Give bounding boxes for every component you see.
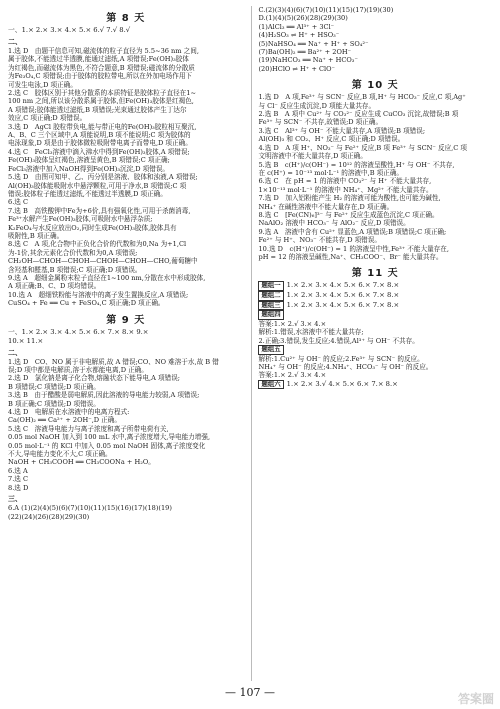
explanation-line: 0.05 mol NaOH 加入到 100 mL 水中,离子浓度增大,导电能力增强,: [8, 433, 211, 442]
explanation-line: 5.选 B c(H⁺)/c(OH⁻) = 10¹² 的溶液呈酸性,H⁺ 与 OH⁻ 不共存,: [258, 160, 455, 169]
day10-explanations: [258, 93, 492, 261]
explanation-line: 3.选 D AgCl 胶粒带负电,能与带正电的Fe(OH)₃胶粒相互聚沉,: [8, 122, 197, 131]
group-tag: 题组二: [258, 291, 283, 301]
explanation-line: Ca(OH)₂ ══ Ca²⁺ + 2OH⁻,D 正确。: [8, 416, 121, 425]
explanation-line: 9.选 A 超细金属粉末粒子直径在1~100 nm,分散在水中形成胶体,: [8, 273, 206, 282]
day8-section1-answers: 一、1.× 2.× 3.× 4.× 5.× 6.√ 7.√ 8.√: [8, 26, 131, 34]
explanation-line: FeCl₃溶液中加入NaOH得到Fe(OH)₃沉淀,D 项错误。: [8, 164, 170, 173]
group-tag: 题组三: [258, 301, 283, 311]
left-column: [8, 6, 243, 681]
explanation-line: Fe²⁺ 与 H⁺、NO₃⁻ 不能共存,D 项错误。: [258, 236, 381, 245]
explanation-line: 7.选 D 加入铝粉能产生 H₂ 的溶液可能为酸性,也可能为碱性,: [258, 194, 441, 203]
explanation-line: 2.正确;3.错误,发生反应;4.错误,Al³⁺ 与 OH⁻ 不共存。: [258, 336, 419, 345]
explanation-line: 不大,导电能力变化不大,C 项正确。: [8, 450, 112, 459]
equation-line: (1)AlCl₃ ══ Al³⁺ + 3Cl⁻: [258, 22, 335, 31]
day9-section1-answers-cont: 10.× 11.×: [8, 336, 44, 345]
group-answers: 1.× 2.× 3.× 4.× 5.× 6.× 7.× 8.×: [286, 300, 400, 309]
group-row: [258, 345, 492, 355]
explanation-line: CH₂OH—CHOH—CHOH—CHOH—CHOH—CHO,葡萄糖中: [8, 257, 198, 266]
explanation-line: 6.选 C: [8, 198, 35, 207]
equation-line: (7)Ba(OH)₂ ══ Ba²⁺ + 2OH⁻: [258, 48, 352, 57]
day11-group-rows: [258, 281, 492, 319]
group-answers: 1.× 2.× 3.× 4.× 5.× 6.× 7.× 8.×: [286, 281, 400, 290]
explanation-line: 8.选 D: [8, 483, 35, 492]
explanation-line: 10.选 D c(H⁺)/c(OH⁻) = 1 的溶液呈中性,Fe³⁺ 不能大量存在,: [258, 244, 449, 253]
explanation-line: 2.选 B A 项中 Cu²⁺ 与 CO₃²⁻ 反应生成 CuCO₃ 沉淀,故错误;B 项: [258, 110, 459, 119]
explanation-line: 2.选 D 氯化钠是离子化合物,熔融状态下能导电,A 项错误;: [8, 374, 181, 383]
explanation-line: 4.选 D 电解质在水溶液中的电离方程式:: [8, 408, 130, 417]
explanation-line: 答案:1.× 2.√ 3.× 4.×: [258, 319, 327, 328]
day9-title: 第 9 天: [106, 314, 146, 326]
explanation-line: 4.选 C FeCl₃溶液中滴入沸水中得到Fe(OH)₃胶体,A 项错误;: [8, 147, 190, 156]
equation-line: (20)HClO ⇌ H⁺ + ClO⁻: [258, 64, 336, 73]
explanation-line: 100 nm 之间,所以该分散系属于胶体,但Fe(OH)₃胶体是红褐色,: [8, 97, 194, 106]
group-row: [258, 301, 492, 311]
group-tag: 题组五: [258, 345, 283, 355]
group-tag: 题组四: [258, 310, 283, 320]
two-column-layout: [8, 6, 492, 681]
explanation-line: 1×10⁻¹³ mol·L⁻¹ 的溶液中 NH₄⁺、Mg²⁺ 不能大量共存。: [258, 185, 433, 194]
day11-explanations: [258, 320, 492, 345]
explanation-line: 解析:1.Cu²⁺ 与 OH⁻ 的反应;2.Fe³⁺ 与 SCN⁻ 的反应。: [258, 354, 424, 363]
explanation-line: 5.选 C 溶液导电能力与离子浓度和离子所带电荷有关,: [8, 424, 169, 433]
day8-title: 第 8 天: [106, 13, 146, 24]
explanation-line: B 项正确;C 项错误;D 项错误。: [8, 399, 100, 408]
page-number: — 107 —: [225, 686, 275, 699]
equation-line: D.(1)(4)(5)(26)(28)(29)(30): [258, 14, 348, 23]
group-tag: 题组六: [258, 380, 283, 390]
explanation-line: 6.选 A: [8, 466, 35, 475]
explanation-line: 4.选 D A 项 H⁺、NO₃⁻ 与 Fe²⁺ 反应,B 项 Fe³⁺ 与 SCN⁻ 反应,C 项: [258, 143, 468, 152]
day9-section3-head: 三、: [8, 495, 22, 504]
explanation-line: 0.05 mol·L⁻¹ 的 KCl 中加入 0.05 mol NaOH 固体,离子浓度变化: [8, 441, 206, 450]
explanation-line: 3.选 C Al³⁺ 与 OH⁻ 不能大量共存,A 项错误;B 项错误;: [258, 126, 426, 135]
day9-section3-answers: [8, 504, 243, 521]
day8-section2-head: 二、: [8, 38, 22, 46]
explanation-line: 8.选 C A 项,化合物中正负化合价的代数和为0,Na 为+1,Cl: [8, 240, 187, 249]
explanation-line: 10.选 A 超细铁粉能与溶液中的离子发生置换反应,A 项错误;: [8, 290, 189, 299]
explanation-line: Al(OH)₃ 和 CO₂、H⁺ 反应,C 项正确;D 项错误。: [258, 135, 405, 144]
explanation-line: 可发生电泳,D 项正确。: [8, 80, 77, 89]
day9-explanations: [8, 358, 243, 493]
explanation-line: pH = 12 的溶液呈碱性,Na⁺、CH₃COO⁻、Br⁻ 能大量共存。: [258, 252, 443, 261]
explanation-line: 吸附性,B 项正确。: [8, 231, 64, 240]
explanation-line: 为-1价,其余元素化合价代数和为0,A 项错误;: [8, 248, 138, 257]
explanation-line: K₂FeO₄与水反应放出O₂,同时生成Fe(OH)₃胶体,胶体具有: [8, 223, 177, 232]
explanation-line: 属于胶体,不能透过半透膜,能通过滤纸,A 项错误;Fe(OH)₃胶体: [8, 55, 189, 64]
group-row: [258, 291, 492, 301]
group-row: [258, 281, 492, 291]
explanation-line: Fe³⁺ 与 SCN⁻ 不共存,故错误;D 项正确。: [258, 118, 383, 127]
explanation-line: 8.选 C [Fe(CN)₆]³⁻ 与 Fe²⁺ 反应生成蓝色沉淀,C 项正确。: [258, 210, 439, 219]
group-tag: 题组一: [258, 281, 283, 291]
explanation-line: 误;D 项中都是电解质,溶于水都能电离,D 正确。: [8, 366, 148, 374]
explanation-line: A 项正确;B、C、D 项均错误。: [8, 282, 101, 291]
explanation-line: Fe³⁺水解产生Fe(OH)₃胶体,可吸附水中悬浮杂质;: [8, 215, 153, 224]
explanation-line: NH₄⁺ 在碱性溶液中不能大量存在,D 项正确。: [258, 202, 394, 211]
explanation-line: 5.选 D 由图可知甲、乙、丙分别是溶液、胶体和浊液,A 项错误;: [8, 173, 198, 182]
explanation-line: Al(OH)₃胶体能吸附水中悬浮颗粒,可用于净水,B 项错误;C 项: [8, 181, 187, 190]
right-column: [251, 6, 492, 681]
equation-line: (4)H₂SO₃ ⇌ H⁺ + HSO₃⁻: [258, 31, 340, 40]
day8-explanations: [8, 47, 243, 308]
day10-title: 第 10 天: [351, 80, 399, 92]
explanation-line: 含羟基和醛基,B 项错误;C 项正确;D 项错误。: [8, 265, 142, 274]
explanation-line: NaOH + CH₃COOH ══ CH₃COONa + H₂O。: [8, 458, 155, 467]
explanation-line: 2.选 C 胶体区别于其他分散系的本质特征是胶体粒子直径在1~: [8, 89, 196, 98]
explanation-line: NH₄⁺ 与 OH⁻ 的反应;4.NH₄⁺、HCO₃⁻ 与 OH⁻ 的反应。: [258, 362, 433, 371]
explanation-line: NaAlO₂ 溶液中 HCO₃⁻ 与 AlO₂⁻ 反应,D 项错误。: [258, 219, 410, 228]
explanation-line: 文明溶液中不能大量共存,D 项正确。: [258, 152, 367, 161]
equation-line: (19)NaHCO₃ ══ Na⁺ + HCO₃⁻: [258, 56, 358, 65]
explanation-line: 9.选 A 溶液中含有 Cu²⁺ 显蓝色,A 项错误;B 项错误;C 项正确;: [258, 227, 447, 236]
group-row: [258, 310, 492, 320]
explanation-line: 1.选 D 由题干信息可知,磁流体的粒子直径为 5.5~36 nm 之间,: [8, 47, 199, 55]
explanation-line: 3.选 B 由于醋酸是弱电解质,因此溶液的导电能力较弱,A 项错误;: [8, 391, 200, 400]
explanation-line: CuSO₄ + Fe ══ Cu + FeSO₄,C 项正确;D 项正确。: [8, 299, 165, 308]
explanation-line: 解析:1.错误,水溶液中不能大量共存;: [258, 328, 364, 337]
explanation-line: 1.选 D A 项,Fe³⁺ 与 SCN⁻ 反应,B 项,H⁺ 与 HCO₃⁻ 反应,C 项,Ag⁺: [258, 93, 466, 102]
answer-line: 6.A (1)(2)(4)(5)(6)(7)(10)(11)(15)(16)(17)(18)(19): [8, 504, 172, 513]
explanation-line: 7.选 C: [8, 475, 35, 484]
explanation-line: A 项错误;胶体能透过滤纸,B 项错误;光束通过胶体产生丁达尔: [8, 105, 187, 114]
day9-section1-answers: 一、1.× 2.× 3.× 4.× 5.× 6.× 7.× 8.× 9.×: [8, 327, 149, 336]
explanation-line: 效应,C 项正确;D 项错误。: [8, 114, 87, 123]
group-row: [258, 380, 492, 390]
explanation-line: 与 Cl⁻ 反应生成沉淀,D 项能大量共存。: [258, 101, 376, 110]
group-answers: 1.× 2.× 3.× 4.× 5.× 6.× 7.× 8.×: [286, 290, 400, 299]
day9-section2-head: 二、: [8, 348, 22, 357]
explanation-line: Fe(OH)₃胶体呈红褐色,溶液呈黄色,B 项错误;C 项正确;: [8, 156, 170, 165]
explanation-line: 答案:1.× 2.√ 3.× 4.×: [258, 371, 327, 380]
explanation-line: 1.选 D CO、NO 属于非电解质,故 A 错误;CO、NO 难溶于水,故 B 错: [8, 357, 219, 366]
explanation-line: 为Fe₃O₄,C 项错误;由于胶体的胶粒带电,所以在外加电场作用下: [8, 72, 193, 81]
explanation-line: 为红褐色,而磁流体为黑色,不符合题意,B 项错误;磁流体的分散质: [8, 63, 195, 72]
explanation-line: A、B、C 三个区域中,A 项能说明,B 项不能说明;C 项为胶体的: [8, 131, 191, 140]
equation-line: C.(2)(3)(4)(6)(7)(10)(11)(15)(17)(19)(30): [258, 6, 394, 14]
day11-group-rows-2: [258, 345, 492, 355]
day9-continued-equations: [258, 6, 492, 73]
answer-line: (22)(24)(26)(28)(29)(30): [8, 512, 90, 521]
explanation-line: 错误;胶体粒子能透过滤纸,不能透过半透膜,D 项正确。: [8, 189, 167, 198]
explanation-line: B 项错误;C 项错误;D 项正确。: [8, 382, 100, 391]
watermark-logo: 答案圈: [457, 692, 494, 706]
explanation-line: 在 c(H⁺) = 10⁻¹³ mol·L⁻¹ 的溶液中,B 项正确。: [258, 168, 404, 177]
day11-title: 第 11 天: [351, 268, 399, 280]
day11-explanations-2: [258, 355, 492, 380]
explanation-line: 电泳现象,D 项是由于胶体微粒吸附带电离子而带电,D 项正确。: [8, 139, 192, 148]
explanation-line: 6.选 C 在 pH = 1 的溶液中 CO₃²⁻ 与 H⁺ 不能大量共存,: [258, 177, 432, 186]
group-answers: 1.× 2.× 3.√ 4.× 5.× 6.× 7.× 8.×: [286, 379, 398, 388]
equation-line: (5)NaHSO₄ ══ Na⁺ + H⁺ + SO₄²⁻: [258, 39, 369, 48]
day11-group-rows-3: [258, 380, 492, 390]
explanation-line: 7.选 B 高铁酸钾中Fe为+6价,具有强氧化性,可用于杀菌消毒,: [8, 206, 191, 215]
